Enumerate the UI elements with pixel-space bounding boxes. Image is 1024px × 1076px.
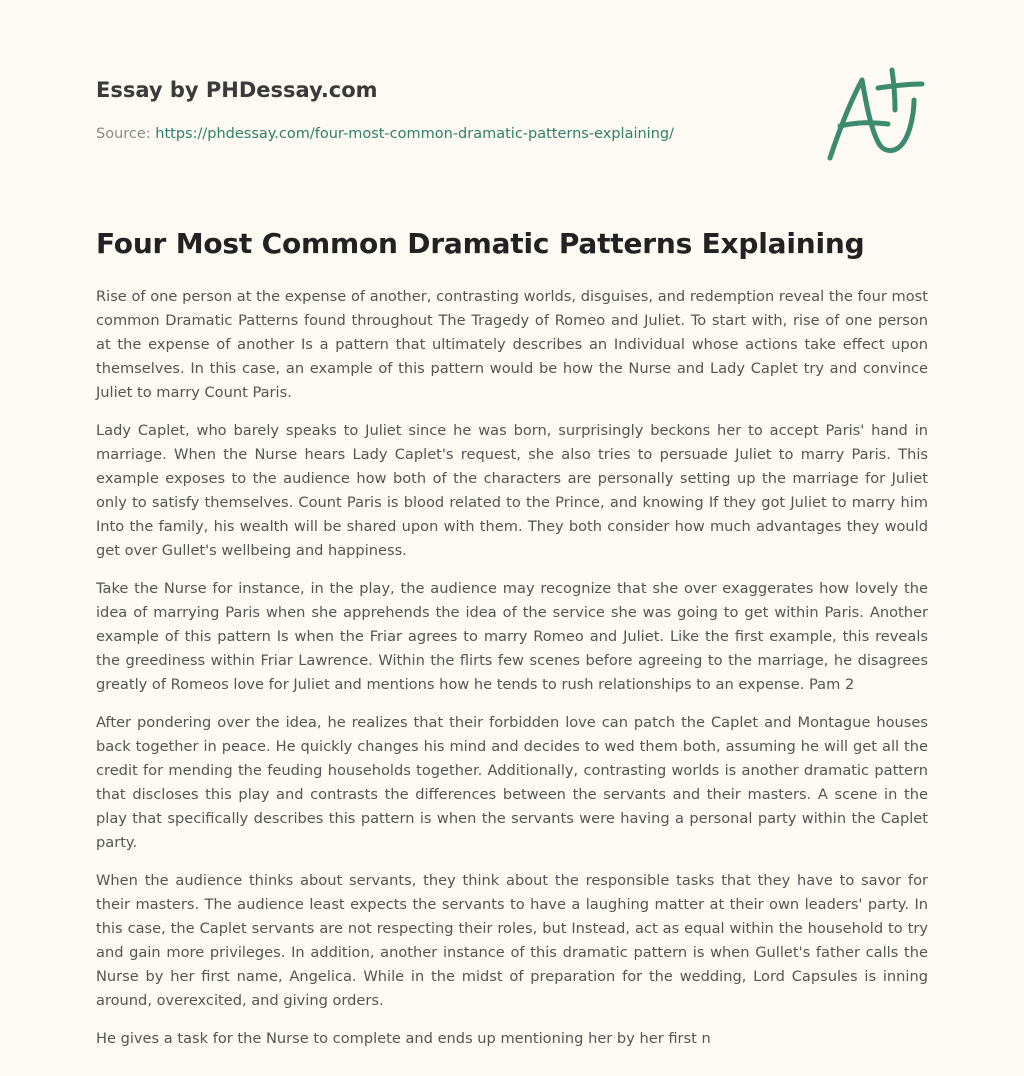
essay-paragraph: Rise of one person at the expense of another, contrasting worlds, disguises, and redemption reveal the four most common Dramatic Patterns found throughout The Tragedy of Romeo and Juliet. To start with, rise of one person at the expense of another Is a pattern that ultimately describes an Individual whose actions take effect upon themselves. In this case, an example of this pattern would be how the Nurse and Lady Caplet try and convince Juliet to marry Count Paris. (96, 288, 928, 401)
essay-paragraph: Take the Nurse for instance, in the play, the audience may recognize that she over exaggerates how lovely the idea of marrying Paris when she apprehends the idea of the service she was going to get within Paris. Another example of this pattern Is when the Friar agrees to marry Romeo and Juliet. Like the first example, this reveals the greediness within Friar Lawrence. Within the flirts few scenes before agreeing to the marriage, he disagrees greatly of Romeos love for Juliet and mentions how he tends to rush relationships to an expense. Pam 2 (96, 580, 928, 693)
a-plus-grade-icon (818, 66, 934, 166)
essay-body (96, 285, 928, 1065)
a-plus-grade-icon-graphic (818, 66, 934, 166)
site-brand: Essay by PHDessay.com (96, 78, 378, 102)
source-line (96, 124, 796, 144)
essay-title: Four Most Common Dramatic Patterns Explaining (96, 227, 865, 260)
source-label: Source: (96, 126, 151, 142)
essay-paragraph: When the audience thinks about servants, they think about the responsible tasks that they have to savor for their masters. The audience least expects the servants to have a laughing matter at their own leaders' party. In this case, the Caplet servants are not respecting their roles, but Instead, act as equal within the household to try and gain more privileges. In addition, another instance of this dramatic pattern is when Gullet's father calls the Nurse by her first name, Angelica. While in the midst of preparation for the wedding, Lord Capsules is inning around, overexcited, and giving orders. (96, 872, 928, 1009)
essay-paragraph: After pondering over the idea, he realizes that their forbidden love can patch the Caplet and Montague houses back together in peace. He quickly changes his mind and decides to wed them both, assuming he will get all the credit for mending the feuding households together. Additionally, contrasting worlds is another dramatic pattern that discloses this play and contrasts the differences between the servants and their masters. A scene in the play that specifically describes this pattern is when the servants were having a personal party within the Caplet party. (96, 714, 928, 851)
essay-paragraph-truncated: He gives a task for the Nurse to complete and ends up mentioning her by her first n (96, 1030, 711, 1047)
source-link[interactable]: https://phdessay.com/four-most-common-dramatic-patterns-explaining/ (155, 126, 674, 142)
essay-paragraph: Lady Caplet, who barely speaks to Juliet since he was born, surprisingly beckons her to accept Paris' hand in marriage. When the Nurse hears Lady Caplet's request, she also tries to persuade Juliet to marry Paris. This example exposes to the audience how both of the characters are personally setting up the marriage for Juliet only to satisfy themselves. Count Paris is blood related to the Prince, and knowing If they got Juliet to marry him Into the family, his wealth will be shared upon with them. They both consider how much advantages they would get over Gullet's wellbeing and happiness. (96, 422, 928, 559)
essay-header (96, 76, 796, 144)
